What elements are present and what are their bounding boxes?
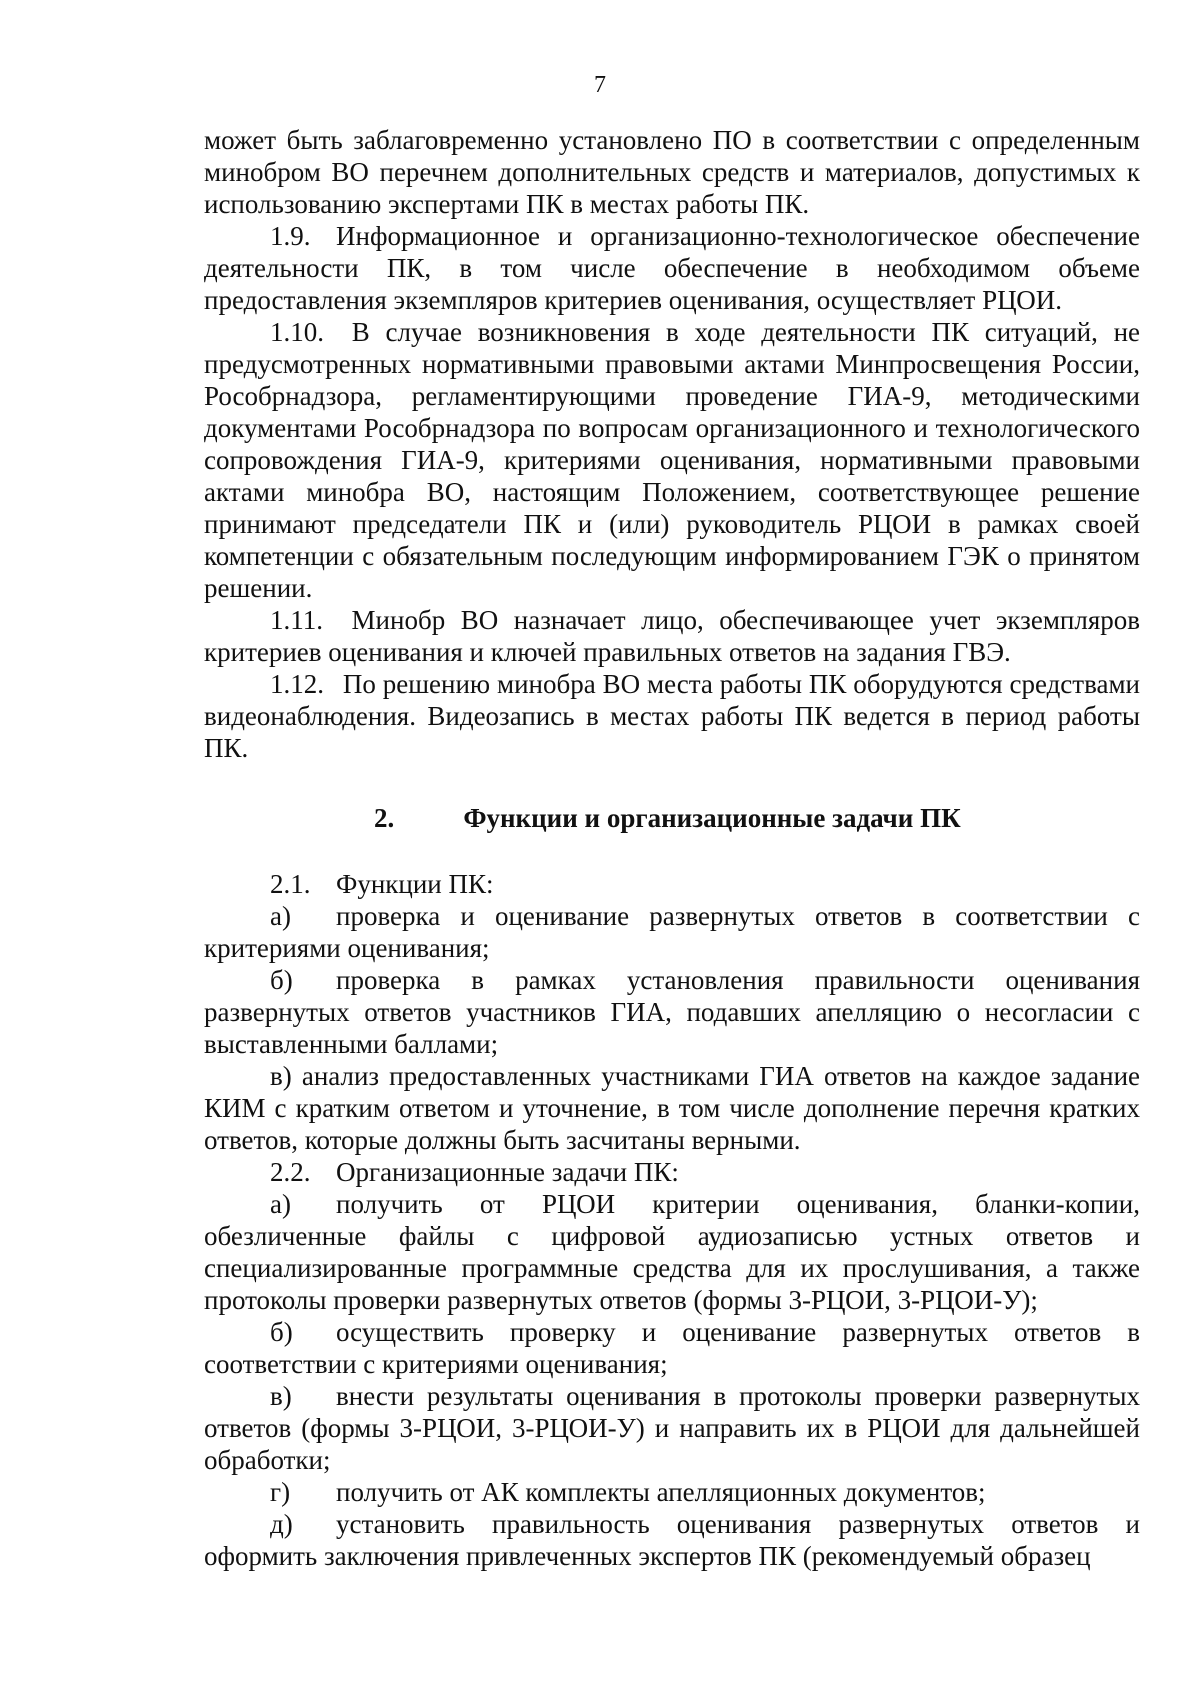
clause-number: 1.9. [270,221,311,251]
item-letter: а) [270,901,291,931]
task-item-g: г) получить от АК комплекты апелляционных документов; [270,1477,986,1507]
item-letter: д) [270,1509,293,1539]
paragraph-1-10: 1.10. В случае возникновения в ходе деятельности ПК ситуаций, не предусмотренных нормативными правовыми актами Минпросвещения России, Рособрнадзора, регламентирующими проведение ГИА-9, методическими документами Рособрнадзора по вопросам организационного и технологического сопровождения ГИА-9, критериями оценивания, нормативными правовыми актами минобра ВО, настоящим Положением, соответствующее решение принимают председатели ПК и (или) руководитель РЦОИ в рамках своей компетенции с обязательным последующим информированием ГЭК о принятом решении. [204,317,1141,603]
item-letter: а) [270,1189,291,1219]
task-item-v: в) внести результаты оценивания в протоколы проверки развернутых ответов (формы 3-РЦОИ, 3-РЦОИ-У) и направить их в РЦОИ для дальнейшей обработки; [204,1381,1140,1475]
clause-number: 1.12. [270,669,324,699]
item-letter: б) [270,965,293,995]
item-letter: г) [270,1477,291,1507]
function-item-b: б) проверка в рамках установления правильности оценивания развернутых ответов участников ГИА, подавших апелляцию о несогласии с выставленными баллами; [204,965,1140,1059]
clause-number: 1.10. [270,317,324,347]
function-item-a: а) проверка и оценивание развернутых ответов в соответствии с критериями оценивания; [204,901,1140,963]
clause-number: 2.1. [270,869,311,899]
paragraph-1-9: 1.9. Информационное и организационно-технологическое обеспечение деятельности ПК, в том числе обеспечение в необходимом объеме предоставления экземпляров критериев оценивания, осуществляет РЦОИ. [204,221,1140,315]
item-letter: в) [270,1381,292,1411]
section-number: 2. [374,803,395,833]
task-item-b: б) осуществить проверку и оценивание развернутых ответов в соответствии с критериями оценивания; [204,1317,1140,1379]
item-letter: б) [270,1317,293,1347]
task-item-d: д) установить правильность оценивания развернутых ответов и оформить заключения привлеченных экспертов ПК (рекомендуемый образец [204,1509,1140,1571]
section-title: Функции и организационные задачи ПК [463,803,961,833]
paragraph-2-2: 2.2. Организационные задачи ПК: [270,1157,679,1187]
paragraph-1-11: 1.11. Минобр ВО назначает лицо, обеспечивающее учет экземпляров критериев оценивания и ключей правильных ответов на задания ГВЭ. [204,605,1140,667]
clause-number: 2.2. [270,1157,311,1187]
paragraph-continuation: может быть заблаговременно установлено ПО в соответствии с определенным минобром ВО перечнем дополнительных средств и материалов, допустимых к использованию экспертами ПК в местах работы ПК. [204,125,1140,219]
paragraph-2-1: 2.1. Функции ПК: [270,869,494,899]
clause-number: 1.11. [270,605,323,635]
item-letter: в) [270,1061,292,1091]
page-number: 7 [594,72,606,98]
function-item-v: в) анализ предоставленных участниками ГИА ответов на каждое задание КИМ с кратким ответом и уточнение, в том числе дополнение перечня кратких ответов, которые должны быть засчитаны верными. [204,1061,1141,1155]
document-body [204,124,1140,1572]
paragraph-1-12: 1.12. По решению минобра ВО места работы ПК оборудуются средствами видеонаблюдения. Видеозапись в местах работы ПК ведется в период работы ПК. [204,669,1141,763]
task-item-a: а) получить от РЦОИ критерии оценивания, бланки-копии, обезличенные файлы с цифровой аудиозаписью устных ответов и специализированные программные средства для их прослушивания, а также протоколы проверки развернутых ответов (формы 3-РЦОИ, 3-РЦОИ-У); [204,1189,1140,1315]
section-heading [204,802,1140,834]
